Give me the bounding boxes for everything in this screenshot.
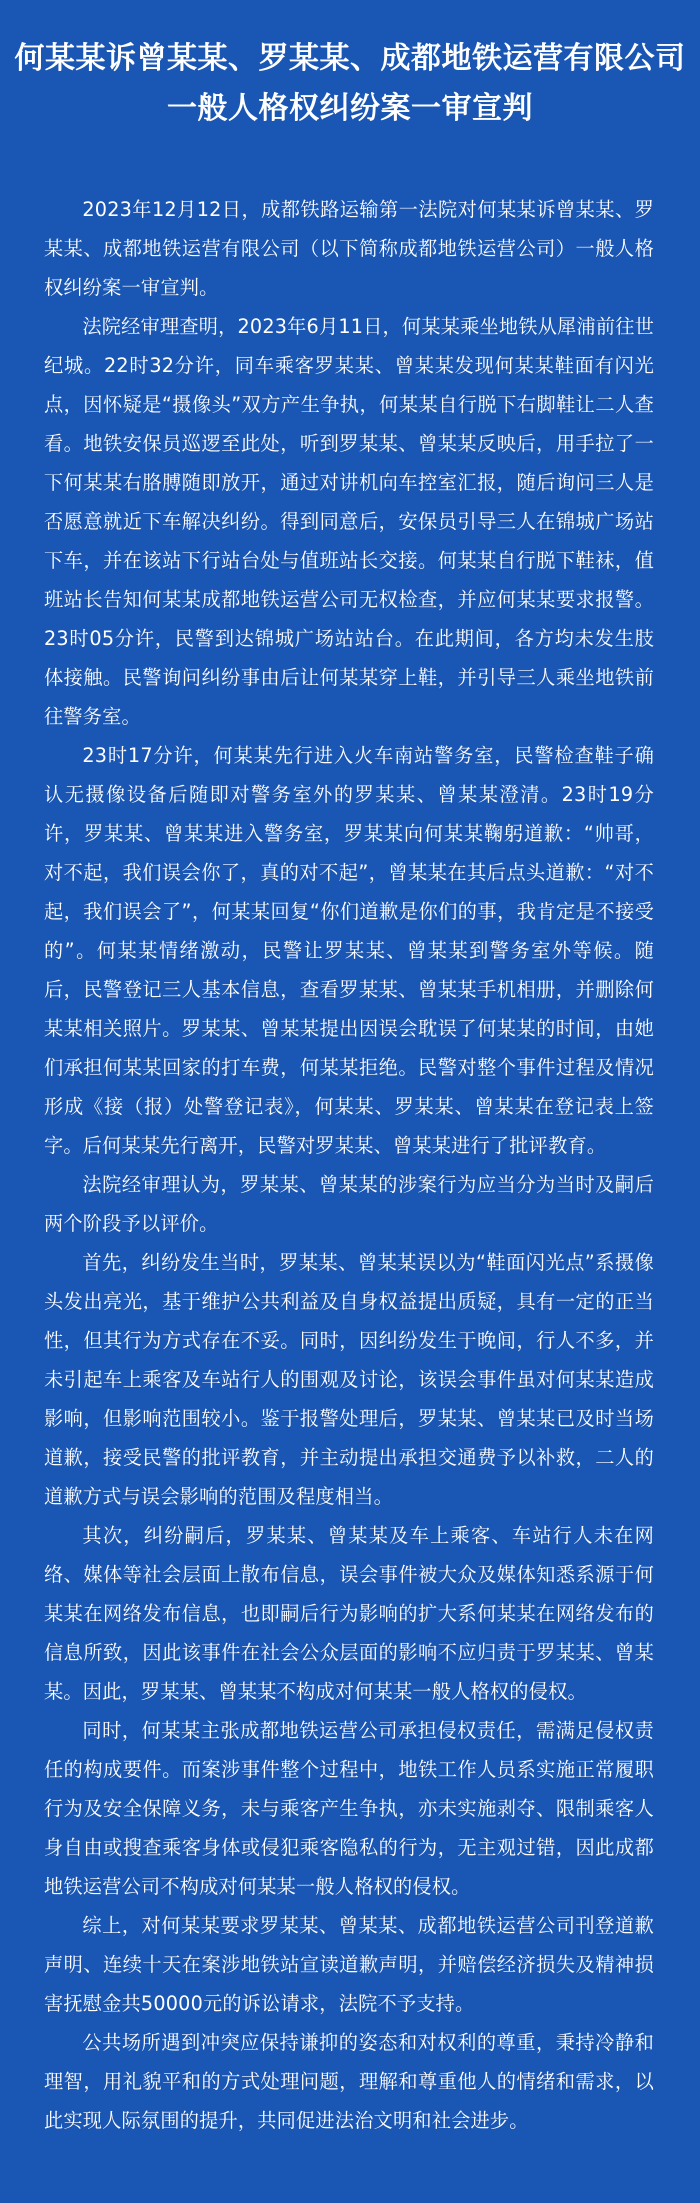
paragraph-metro-company: 同时，何某某主张成都地铁运营公司承担侵权责任，需满足侵权责任的构成要件。而案涉事件整个过程中，地铁工作人员系实施正常履职行为及安全保障义务，未与乘客产生争执，亦未实施剥夺、限制乘客人身自由或搜查乘客身体或侵犯乘客隐私的行为，无主观过错，因此成都地铁运营公司不构成对何某某一般人格权的侵权。 [44,1719,654,1898]
paragraph-facts-found: 法院经审理查明，2023年6月11日，何某某乘坐地铁从犀浦前往世纪城。22时32分许，同车乘客罗某某、曾某某发现何某某鞋面有闪光点，因怀疑是“摄像头”双方产生争执，何某某自行脱下右脚鞋让二人查看。地铁安保员巡逻至此处，听到罗某某、曾某某反映后，用手拉了一下何某某右胳膊随即放开，通过对讲机向车控室汇报，随后询问三人是否愿意就近下车解决纠纷。得到同意后，安保员引导三人在锦城广场站下车，并在该站下行站台处与值班站长交接。何某某自行脱下鞋袜，值班站长告知何某某成都地铁运营公司无权检查，并应何某某要求报警。23时05分许，民警到达锦城广场站站台。在此期间，各方均未发生肢体接触。民警询问纠纷事由后让何某某穿上鞋，并引导三人乘坐地铁前往警务室。 [44,315,654,728]
paragraph-court-opinion: 法院经审理认为，罗某某、曾某某的涉案行为应当分为当时及嗣后两个阶段予以评价。 [44,1173,654,1235]
paragraph-police-room: 23时17分许，何某某先行进入火车南站警务室，民警检查鞋子确认无摄像设备后随即对警务室外的罗某某、曾某某澄清。23时19分许，罗某某、曾某某进入警务室，罗某某向何某某鞠躬道歉：“帅哥，对不起，我们误会你了，真的对不起”，曾某某在其后点头道歉：“对不起，我们误会了”，何某某回复“你们道歉是你们的事，我肯定是不接受的”。何某某情绪激动，民警让罗某某、曾某某到警务室外等候。随后，民警登记三人基本信息，查看罗某某、曾某某手机相册，并删除何某某相关照片。罗某某、曾某某提出因误会耽误了何某某的时间，由她们承担何某某回家的打车费，何某某拒绝。民警对整个事件过程及情况形成《接（报）处警登记表》，何某某、罗某某、曾某某在登记表上签字。后何某某先行离开，民警对罗某某、曾某某进行了批评教育。 [44,744,654,1157]
article-title [0,34,700,134]
article-body [0,190,700,2140]
paragraph-verdict-announcement: 2023年12月12日，成都铁路运输第一法院对何某某诉曾某某、罗某某、成都地铁运营有限公司（以下简称成都地铁运营公司）一般人格权纠纷案一审宣判。 [44,198,654,299]
paragraph-second-stage: 其次，纠纷嗣后，罗某某、曾某某及车上乘客、车站行人未在网络、媒体等社会层面上散布信息，误会事件被大众及媒体知悉系源于何某某在网络发布信息，也即嗣后行为影响的扩大系何某某在网络发布的信息所致，因此该事件在社会公众层面的影响不应归责于罗某某、曾某某。因此，罗某某、曾某某不构成对何某某一般人格权的侵权。 [44,1524,654,1703]
paragraph-first-stage: 首先，纠纷发生当时，罗某某、曾某某误以为“鞋面闪光点”系摄像头发出亮光，基于维护公共利益及自身权益提出质疑，具有一定的正当性，但其行为方式存在不妥。同时，因纠纷发生于晚间，行人不多，并未引起车上乘客及车站行人的围观及讨论，该误会事件虽对何某某造成影响，但影响范围较小。鉴于报警处理后，罗某某、曾某某已及时当场道歉，接受民警的批评教育，并主动提出承担交通费予以补救，二人的道歉方式与误会影响的范围及程度相当。 [44,1251,654,1508]
title-line-1: 何某某诉曾某某、罗某某、成都地铁运营有限公司 [14,41,686,76]
paragraph-conclusion: 综上，对何某某要求罗某某、曾某某、成都地铁运营公司刊登道歉声明、连续十天在案涉地铁站宣读道歉声明，并赔偿经济损失及精神损害抚慰金共50000元的诉讼请求，法院不予支持。 [44,1914,654,2015]
paragraph-closing-remark: 公共场所遇到冲突应保持谦抑的姿态和对权利的尊重，秉持冷静和理智，用礼貌平和的方式处理问题，理解和尊重他人的情绪和需求，以此实现人际氛围的提升，共同促进法治文明和社会进步。 [44,2031,654,2132]
title-line-2: 一般人格权纠纷案一审宣判 [167,91,533,126]
